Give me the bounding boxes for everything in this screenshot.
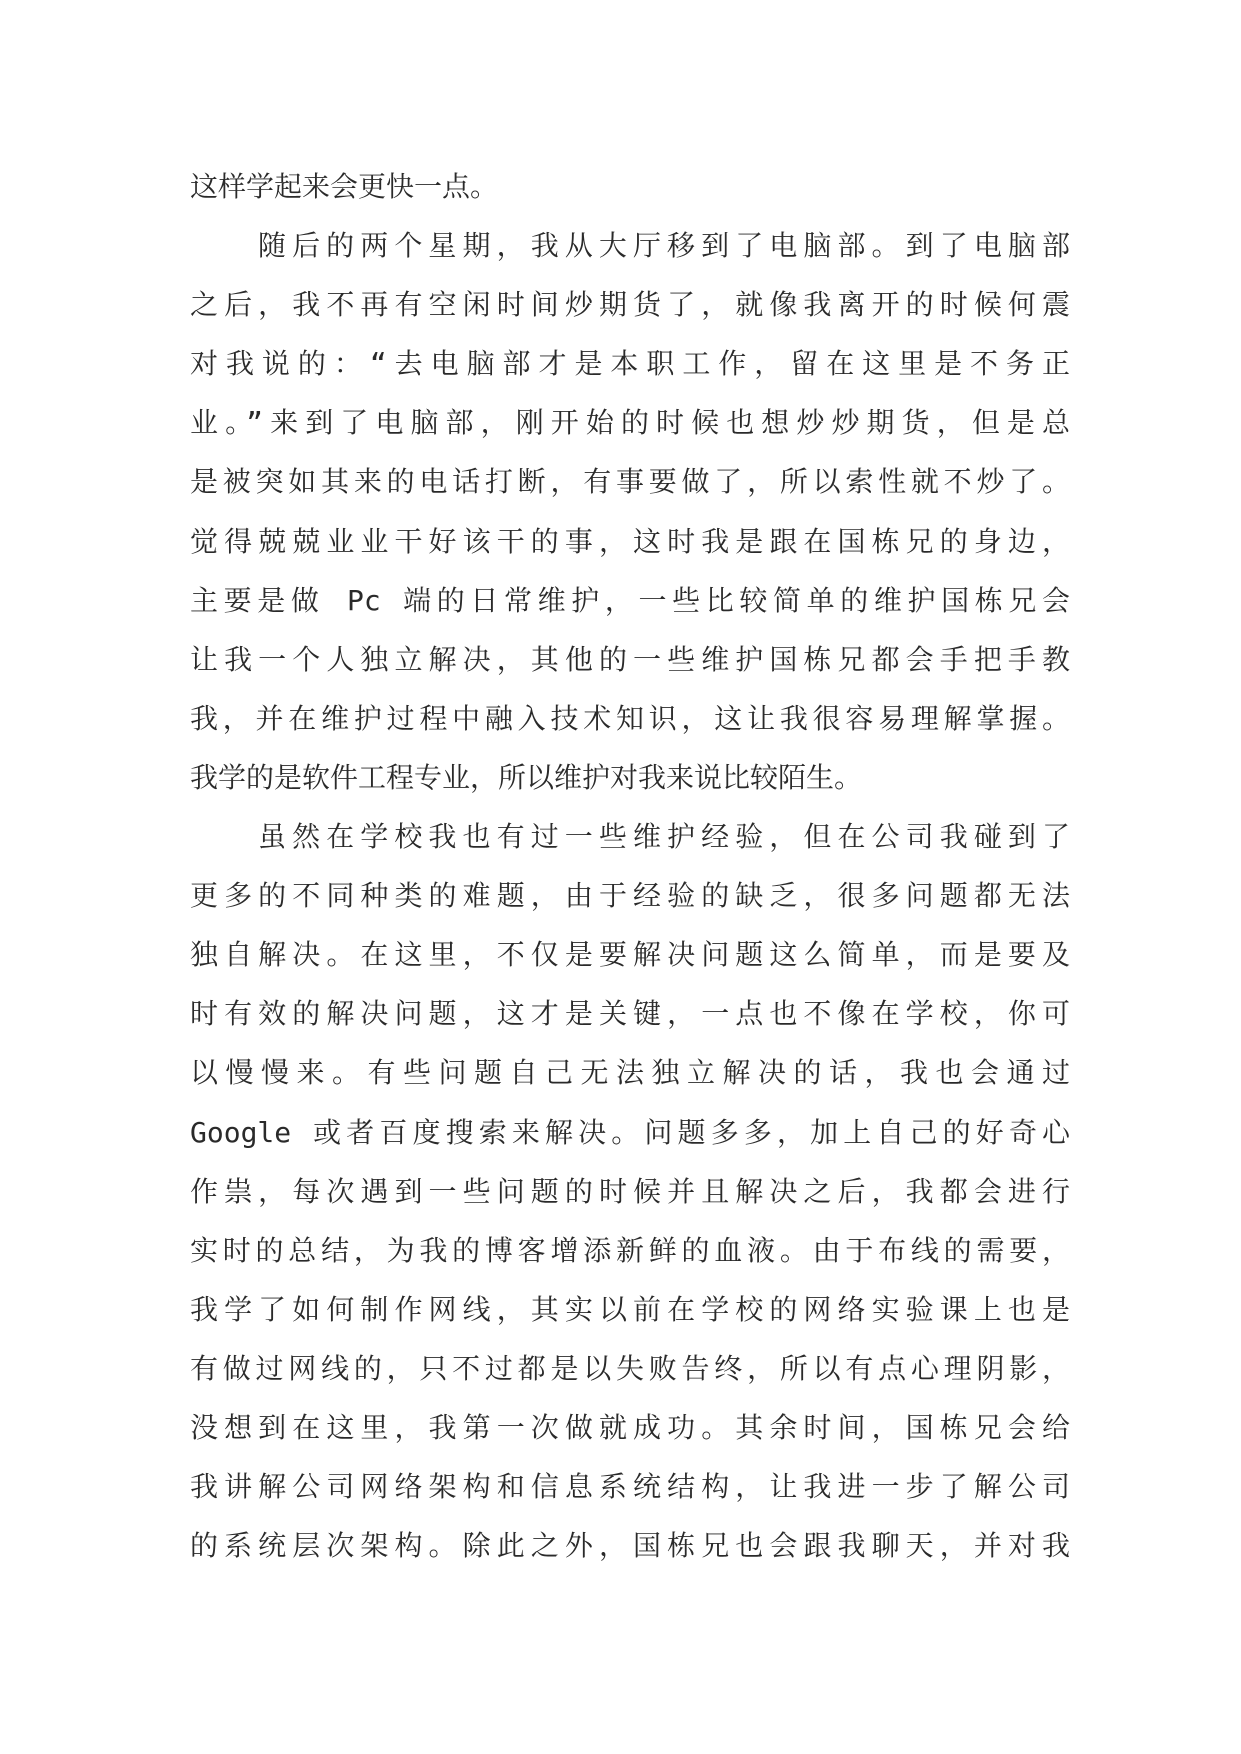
text-line: 业。”来到了电脑部，刚开始的时候也想炒炒期货，但是总 xyxy=(190,406,1070,440)
text-line: 觉得兢兢业业干好该干的事，这时我是跟在国栋兄的身边， xyxy=(190,524,1070,558)
text-line: 作祟，每次遇到一些问题的时候并且解决之后，我都会进行 xyxy=(190,1174,1070,1208)
text-line: 以慢慢来。有些问题自己无法独立解决的话，我也会通过 xyxy=(190,1056,1070,1090)
text-line: 之后，我不再有空闲时间炒期货了，就像我离开的时候何震 xyxy=(190,288,1070,322)
text-line: 我学了如何制作网线，其实以前在学校的网络实验课上也是 xyxy=(190,1292,1070,1326)
body-text xyxy=(190,157,1070,1575)
text-line: 这样学起来会更快一点。 xyxy=(190,170,499,203)
text-line: 我，并在维护过程中融入技术知识，这让我很容易理解掌握。 xyxy=(190,701,1070,735)
text-line: 更多的不同种类的难题，由于经验的缺乏，很多问题都无法 xyxy=(190,879,1070,913)
text-line: 对我说的：“去电脑部才是本职工作，留在这里是不务正 xyxy=(190,347,1070,381)
paragraph-first-line: 随后的两个星期，我从大厅移到了电脑部。到了电脑部 xyxy=(258,229,1070,263)
text-line: 时有效的解决问题，这才是关键，一点也不像在学校，你可 xyxy=(190,997,1070,1031)
paragraph-first-line: 虽然在学校我也有过一些维护经验，但在公司我碰到了 xyxy=(258,820,1070,854)
text-line: 独自解决。在这里，不仅是要解决问题这么简单，而是要及 xyxy=(190,938,1070,972)
text-line: 实时的总结，为我的博客增添新鲜的血液。由于布线的需要， xyxy=(190,1233,1070,1267)
text-line: 让我一个人独立解决，其他的一些维护国栋兄都会手把手教 xyxy=(190,642,1070,676)
text-line: Google 或者百度搜索来解决。问题多多，加上自己的好奇心 xyxy=(190,1115,1070,1149)
text-line: 我学的是软件工程专业，所以维护对我来说比较陌生。 xyxy=(190,760,863,794)
text-line: 的系统层次架构。除此之外，国栋兄也会跟我聊天，并对我 xyxy=(190,1529,1070,1563)
text-line: 主要是做 Pc 端的日常维护，一些比较简单的维护国栋兄会 xyxy=(190,583,1070,617)
text-line: 没想到在这里，我第一次做就成功。其余时间，国栋兄会给 xyxy=(190,1410,1070,1444)
text-line: 是被突如其来的电话打断，有事要做了，所以索性就不炒了。 xyxy=(190,465,1070,499)
text-line: 有做过网线的，只不过都是以失败告终，所以有点心理阴影， xyxy=(190,1351,1070,1385)
text-line: 我讲解公司网络架构和信息系统结构，让我进一步了解公司 xyxy=(190,1470,1070,1504)
